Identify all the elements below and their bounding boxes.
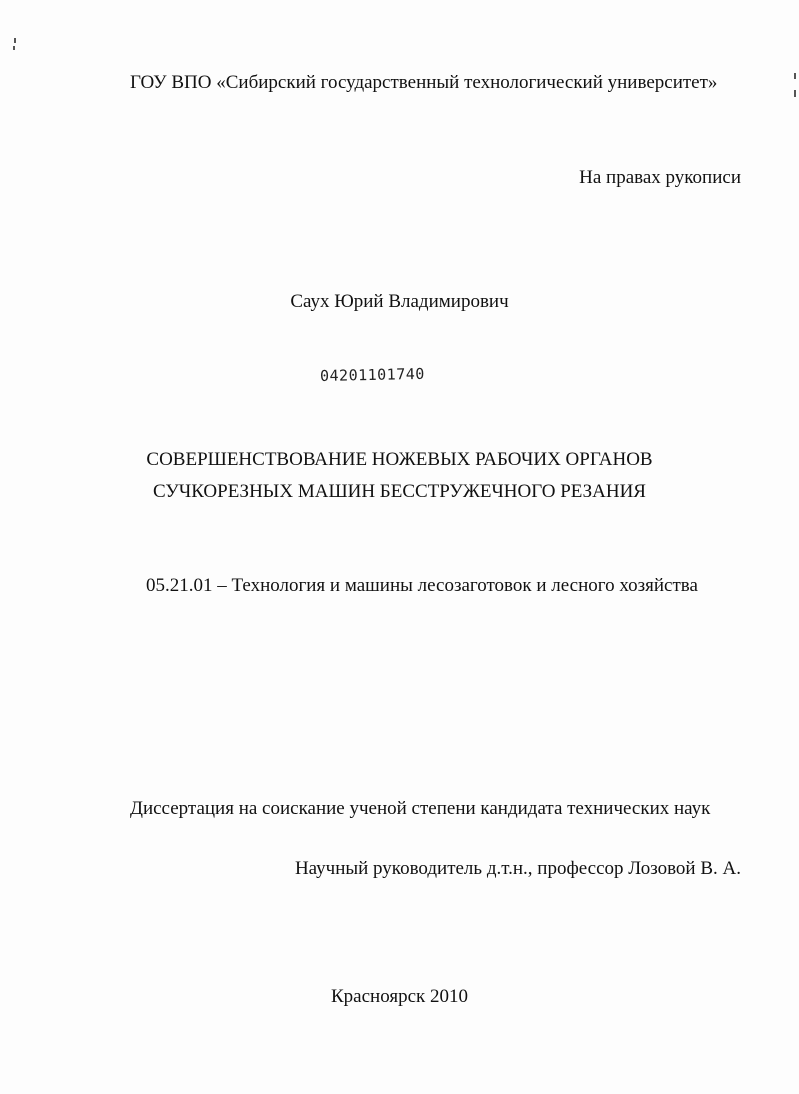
scan-mark	[14, 38, 16, 43]
city-year: Красноярск 2010	[331, 986, 468, 1007]
title-line-1: СОВЕРШЕНСТВОВАНИЕ НОЖЕВЫХ РАБОЧИХ ОРГАНОВ	[146, 449, 653, 470]
registration-number: 04201101740	[319, 364, 426, 385]
specialty-code: 05.21.01 – Технология и машины лесозаготовок и лесного хозяйства	[146, 575, 698, 596]
scan-mark	[794, 73, 796, 79]
author-name: Саух Юрий Владимирович	[290, 291, 509, 312]
scientific-advisor: Научный руководитель д.т.н., профессор Лозовой В. А.	[294, 858, 741, 879]
degree-statement: Диссертация на соискание ученой степени кандидата технических наук	[130, 798, 711, 819]
title-line-2: СУЧКОРЕЗНЫХ МАШИН БЕССТРУЖЕЧНОГО РЕЗАНИЯ	[153, 481, 646, 502]
institution-name: ГОУ ВПО «Сибирский государственный технологический университет»	[130, 72, 718, 93]
manuscript-note: На правах рукописи	[579, 167, 741, 188]
scan-mark	[13, 46, 15, 50]
scan-mark	[794, 90, 796, 97]
